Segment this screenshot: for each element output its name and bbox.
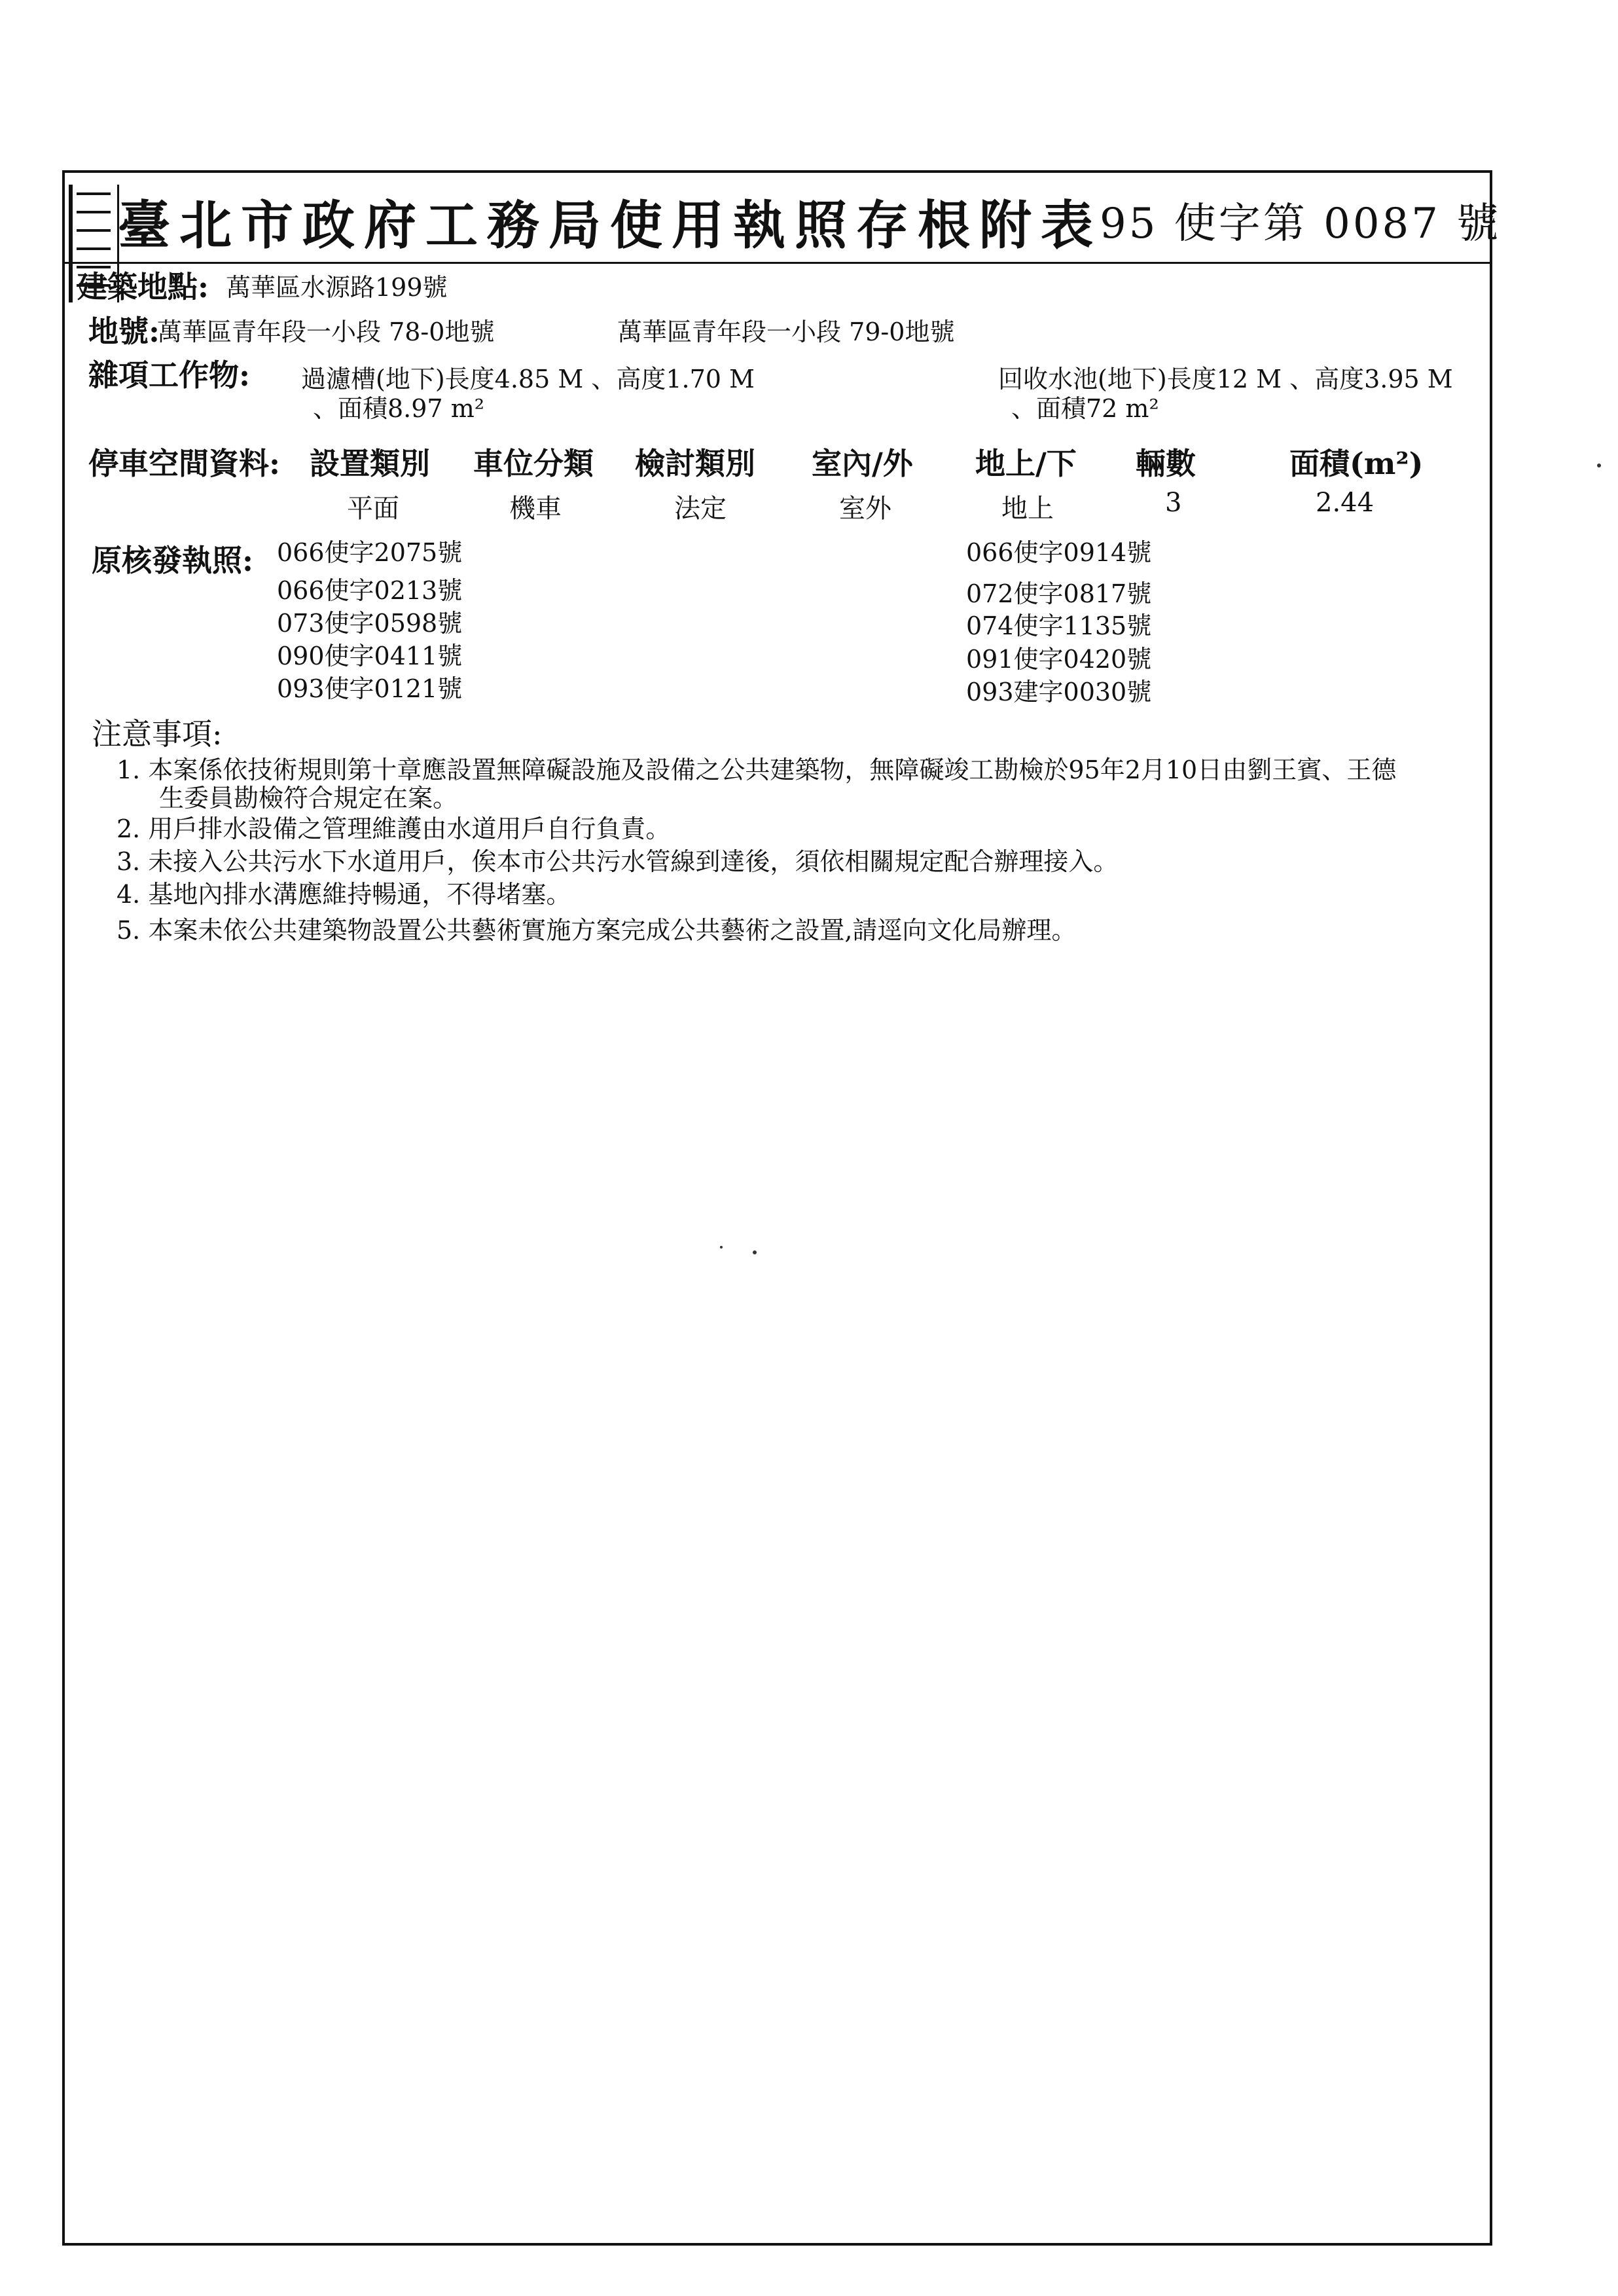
- original-permit-left-5: 093使字0121號: [277, 674, 463, 703]
- note-item-4: 4. 基地內排水溝應維持暢通，不得堵塞。: [117, 880, 571, 909]
- original-permit-left-3: 073使字0598號: [277, 609, 463, 638]
- notes-label: 注意事項:: [92, 716, 223, 752]
- original-permit-left-4: 090使字0411號: [277, 642, 463, 670]
- original-permit-left-2: 066使字0213號: [277, 576, 463, 605]
- lot-value-2: 萬華區青年段一小段 79-0地號: [617, 318, 955, 346]
- parking-header-review: 檢討類別: [635, 446, 755, 481]
- scan-speck: [1597, 464, 1601, 467]
- location-value: 萬華區水源路199號: [226, 273, 448, 302]
- original-permits-label: 原核發執照:: [92, 543, 253, 578]
- parking-cell-count: 3: [1165, 488, 1182, 518]
- parking-cell-area: 2.44: [1316, 488, 1375, 518]
- misc-item2-line1: 回收水池(地下)長度12 M 、高度3.95 M: [998, 365, 1453, 393]
- scan-speck: [720, 1246, 723, 1248]
- parking-cell-level: 地上: [1001, 494, 1054, 524]
- header-divider: [62, 262, 1492, 264]
- scan-speck: [753, 1250, 757, 1254]
- note-item-1: 1. 本案係依技術規則第十章應設置無障礙設施及設備之公共建築物，無障礙竣工勘檢於95年2月10日由劉王賓、王德: [117, 756, 1397, 784]
- parking-header-level: 地上/下: [975, 446, 1077, 481]
- location-label: 建築地點:: [77, 269, 209, 304]
- parking-header-indoor: 室內/外: [812, 446, 913, 481]
- parking-cell-category: 機車: [509, 494, 562, 524]
- lot-value-1: 萬華區青年段一小段 78-0地號: [157, 318, 495, 346]
- parking-header-count: 輛數: [1136, 446, 1196, 481]
- lot-label: 地號:: [88, 314, 160, 349]
- parking-cell-indoor: 室外: [839, 494, 891, 524]
- permit-number: 95 使字第 0087 號: [1100, 200, 1501, 248]
- note-item-1-cont: 生委員勘檢符合規定在案。: [159, 784, 458, 812]
- parking-header-area: 面積(m²): [1289, 446, 1424, 481]
- parking-header-type: 設置類別: [310, 446, 430, 481]
- note-item-3: 3. 未接入公共污水下水道用戶，俟本市公共污水管線到達後，須依相關規定配合辦理接入。: [117, 847, 1119, 876]
- misc-item1-line2: 、面積8.97 m²: [313, 394, 484, 423]
- original-permit-right-5: 093建字0030號: [966, 678, 1152, 706]
- original-permit-left-1: 066使字2075號: [277, 538, 463, 567]
- misc-item1-line1: 過濾槽(地下)長度4.85 M 、高度1.70 M: [301, 365, 755, 393]
- misc-item2-line2: 、面積72 m²: [1011, 394, 1159, 423]
- original-permit-right-3: 074使字1135號: [966, 611, 1152, 640]
- parking-cell-type: 平面: [347, 494, 399, 524]
- original-permit-right-1: 066使字0914號: [966, 538, 1152, 567]
- document-title: 臺北市政府工務局使用執照存根附表: [118, 194, 1102, 256]
- misc-label: 雜項工作物:: [88, 357, 250, 393]
- note-item-5: 5. 本案未依公共建築物設置公共藝術實施方案完成公共藝術之設置,請逕向文化局辦理。: [117, 916, 1077, 945]
- parking-label: 停車空間資料:: [88, 446, 280, 481]
- note-item-2: 2. 用戶排水設備之管理維護由水道用戶自行負責。: [117, 814, 671, 843]
- original-permit-right-2: 072使字0817號: [966, 579, 1152, 608]
- original-permit-right-4: 091使字0420號: [966, 645, 1152, 674]
- parking-header-category: 車位分類: [473, 446, 594, 481]
- parking-cell-review: 法定: [674, 494, 727, 524]
